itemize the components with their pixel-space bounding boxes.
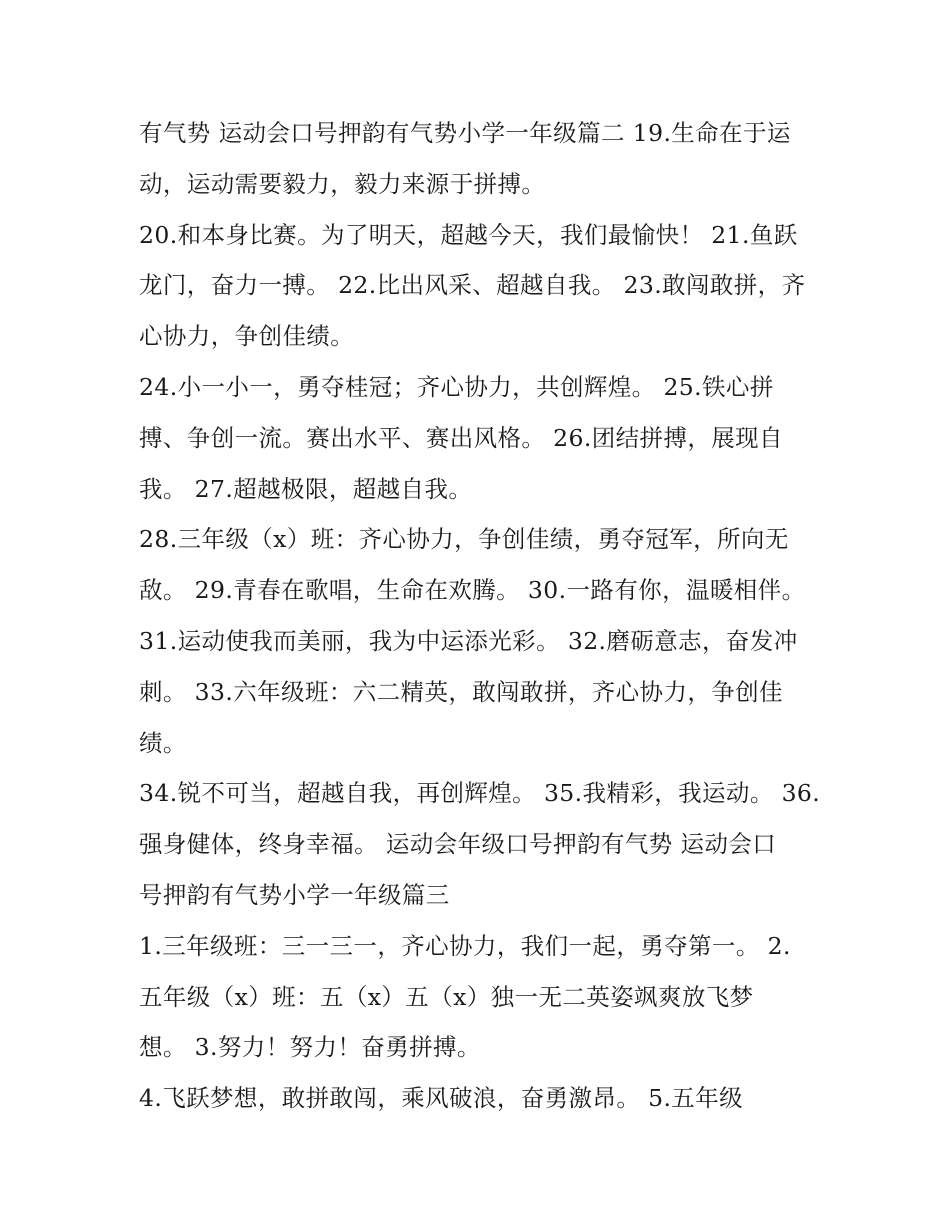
text-line: 想。 3.努力！努力！奋勇拼搏。 [139,1033,481,1062]
text-line: 24.小一小一，勇夺桂冠；齐心协力，共创辉煌。 25.铁心拼 [139,372,774,401]
text-line: 搏、争创一流。赛出水平、赛出风格。 26.团结拼搏，展现自 [139,423,783,452]
text-line: 有气势 运动会口号押韵有气势小学一年级篇二 19.生命在于运 [139,119,791,147]
text-line: 号押韵有气势小学一年级篇三 [139,880,450,909]
text-line: 我。 27.超越极限，超越自我。 [139,474,473,503]
text-line: 1.三年级班：三一三一，齐心协力，我们一起，勇夺第一。 2. [139,931,791,960]
text-line: 心协力，争创佳绩。 [139,322,355,351]
text-line: 20.和本身比赛。为了明天，超越今天，我们最愉快！ 21.鱼跃 [139,220,798,249]
text-line: 绩。 [139,728,187,757]
text-line: 动，运动需要毅力，毅力来源于拼搏。 [139,169,546,198]
text-line: 刺。 33.六年级班：六二精英，敢闯敢拼，齐心协力，争创佳 [139,677,783,706]
text-line: 34.锐不可当，超越自我，再创辉煌。 35.我精彩，我运动。 36. [139,779,821,808]
text-line: 五年级（x）班：五（x）五（x）独一无二英姿飒爽放飞梦 [139,982,754,1011]
text-line: 强身健体，终身幸福。 运动会年级口号押韵有气势 运动会口 [139,830,777,859]
text-line: 敌。 29.青春在歌唱，生命在欢腾。 30.一路有你，温暖相伴。 [139,576,806,605]
text-line: 28.三年级（x）班：齐心协力，争创佳绩，勇夺冠军，所向无 [139,525,789,554]
document-body [139,108,819,1124]
text-line: 4.飞跃梦想，敢拼敢闯，乘风破浪，奋勇激昂。 5.五年级 [139,1084,744,1113]
text-line: 31.运动使我而美丽，我为中运添光彩。 32.磨砺意志，奋发冲 [139,626,798,655]
text-line: 龙门，奋力一搏。 22.比出风采、超越自我。 23.敢闯敢拼，齐 [139,271,806,300]
